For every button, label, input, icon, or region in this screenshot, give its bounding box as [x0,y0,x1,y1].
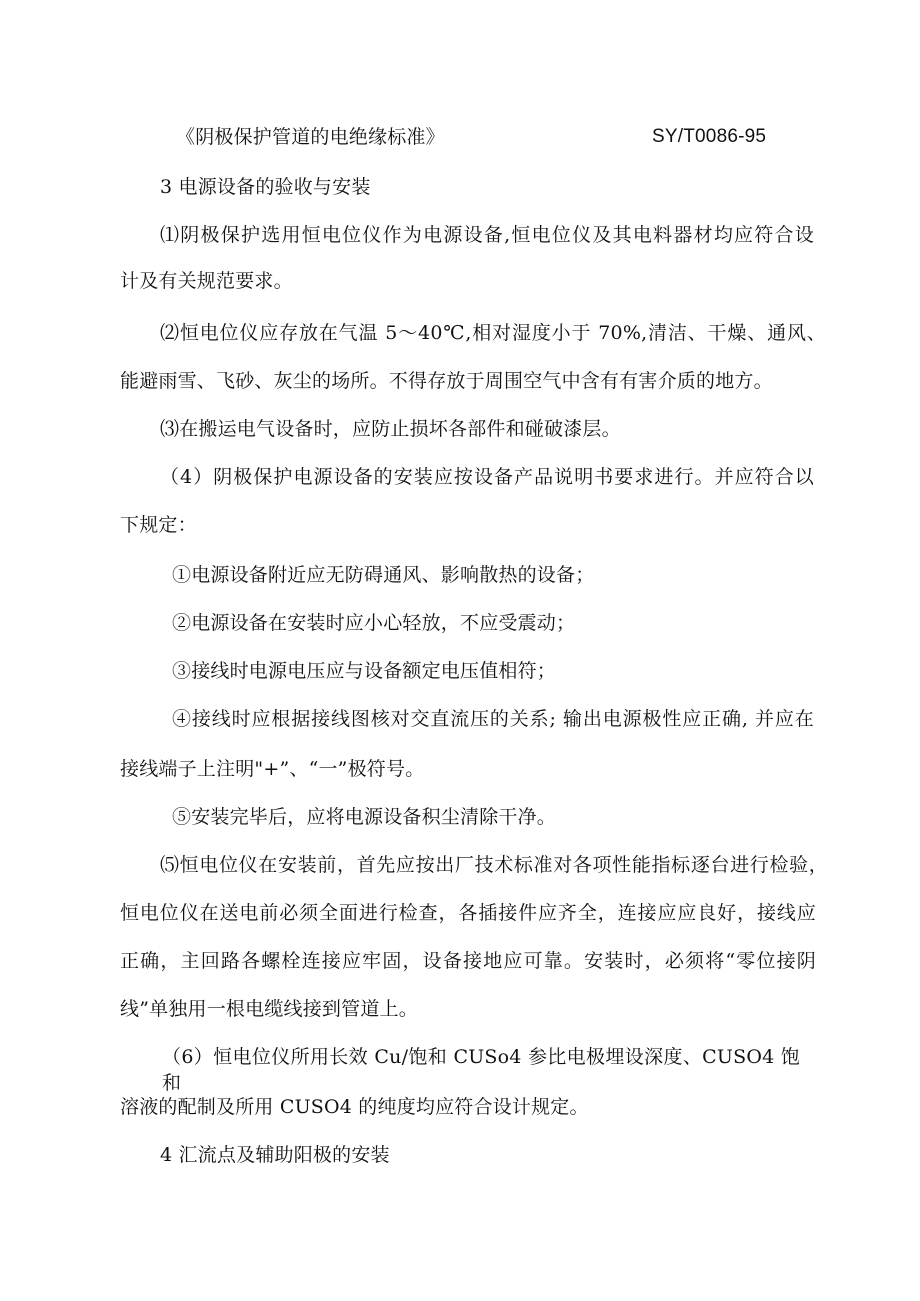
standard-code: SY/T0086-95 [652,126,767,147]
list-item-2: ②电源设备在安装时应小心轻放，不应受震动； [172,612,576,634]
paragraph-2-line-1: ⑵恒电位仪应存放在气温 5～40℃,相对湿度小于 70%,清洁、干燥、通风、 [160,322,826,344]
section-4-heading: 4 汇流点及辅助阳极的安装 [160,1144,390,1166]
list-item-3: ③接线时电源电压应与设备额定电压值相符； [172,660,557,682]
paragraph-3: ⑶在搬运电气设备时，应防止损坏各部件和碰破漆层。 [160,418,621,440]
list-item-4-line-2: 接线端子上注明"+”、“一”极符号。 [120,758,425,780]
list-item-5: ⑤安装完毕后，应将电源设备积尘清除干净。 [172,806,557,828]
paragraph-5-line-4: 线”单独用一根电缆线接到管道上。 [120,998,418,1020]
paragraph-5-line-3: 正确，主回路各螺栓连接应牢固，设备接地应可靠。安装时，必须将“零位接阴 [120,950,816,972]
paragraph-4-line-1: （4）阴极保护电源设备的安装应按设备产品说明书要求进行。并应符合以 [160,466,814,488]
list-item-1: ①电源设备附近应无防碍通风、影响散热的设备； [172,564,595,586]
paragraph-4-line-2: 下规定： [120,514,197,536]
document-title: 《阴极保护管道的电绝缘标准》 [176,126,445,148]
paragraph-1-line-1: ⑴阴极保护选用恒电位仪作为电源设备,恒电位仪及其电料器材均应符合设 [160,224,814,246]
list-item-4-line-1: ④接线时应根据接线图核对交直流压的关系; 输出电源极性应正确, 并应在 [172,708,814,730]
section-3-heading: 3 电源设备的验收与安装 [160,176,371,198]
paragraph-5-line-1: ⑸恒电位仪在安装前，首先应按出厂技术标准对各项性能指标逐台进行检验， [160,854,828,876]
paragraph-5-line-2: 恒电位仪在送电前必须全面进行检查，各插接件应齐全，连接应应良好，接线应 [120,902,816,924]
paragraph-6-line-2: 溶液的配制及所用 CUSO4 的纯度均应符合设计规定。 [120,1096,589,1118]
paragraph-2-line-2: 能避雨雪、飞砂、灰尘的场所。不得存放于周围空气中含有有害介质的地方。 [120,370,773,392]
paragraph-1-line-2: 计及有关规范要求。 [120,270,293,292]
paragraph-6-line-1: （6）恒电位仪所用长效 Cu/饱和 CUSo4 参比电极埋设深度、CUSO4 饱和 [162,1046,800,1094]
